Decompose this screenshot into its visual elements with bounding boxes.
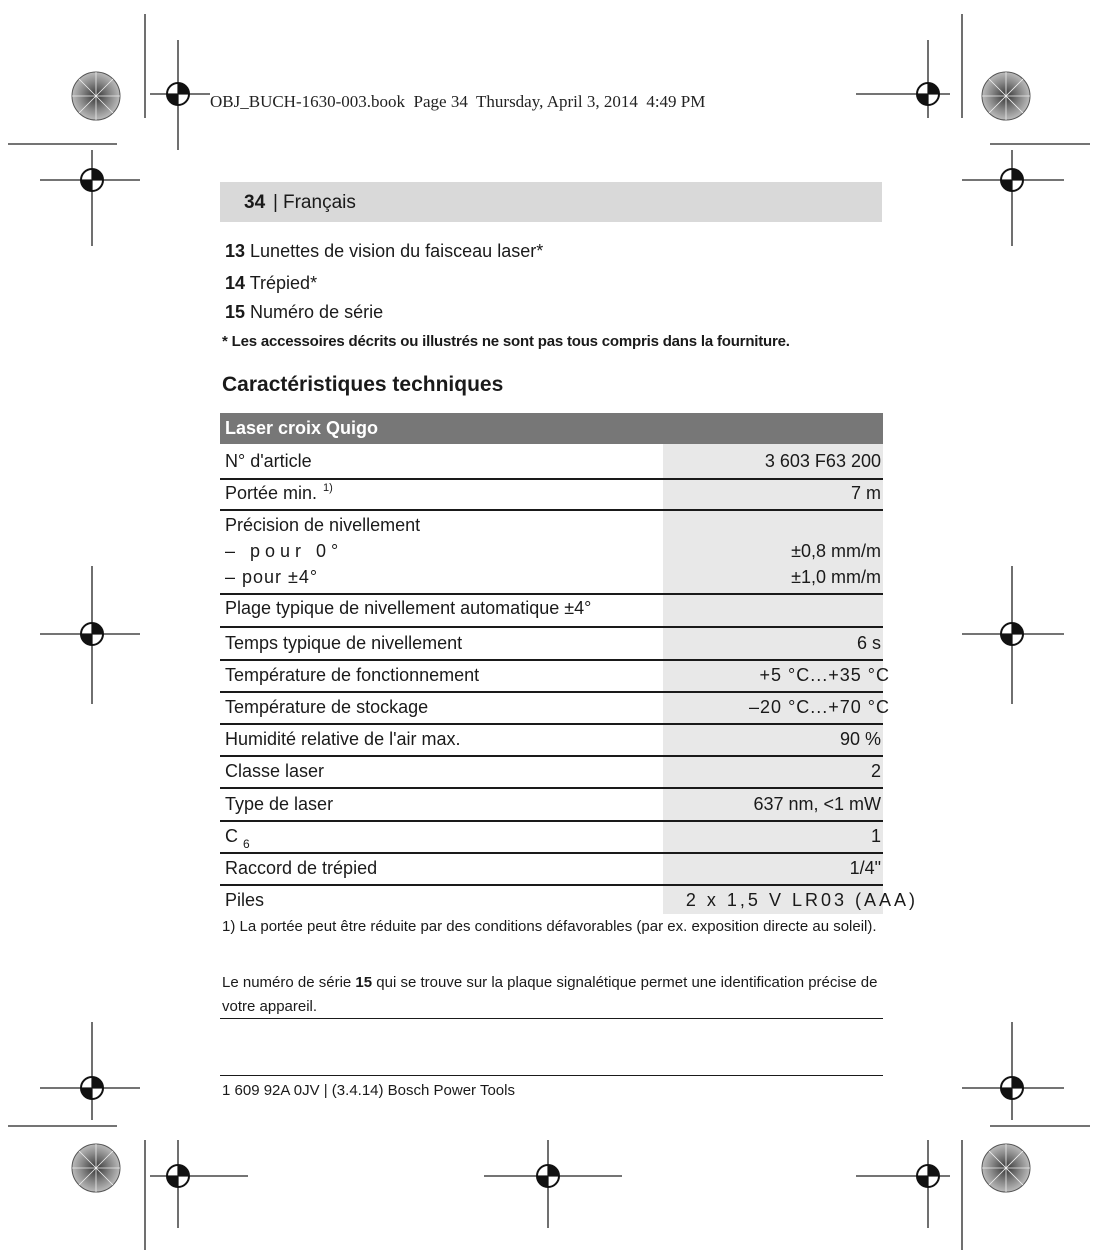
product-name: Laser croix Quigo: [225, 418, 379, 438]
page-language: Français: [283, 192, 356, 213]
c6-label-text: C: [225, 826, 238, 846]
spec-value-humidity: 90 %: [839, 729, 881, 749]
spec-value-article: 3 603 F63 200: [764, 451, 881, 471]
legend-text: Numéro de série: [245, 302, 384, 322]
spec-value-op-temp: +5 °C...+35 °C: [759, 665, 890, 685]
section-title: Caractéristiques techniques: [222, 373, 504, 396]
spec-label-level-time: Temps typique de nivellement: [225, 633, 463, 653]
spec-value-storage-temp: –20 °C...+70 °C: [749, 697, 890, 717]
row-divider: [220, 884, 883, 886]
range-label-text: Portée min.: [225, 483, 318, 503]
spec-label-article: N° d'article: [225, 451, 312, 471]
row-divider: [220, 478, 883, 480]
spec-label-laser-class: Classe laser: [225, 761, 325, 781]
row-divider: [220, 626, 883, 628]
spec-value-precision-0: ±0,8 mm/m: [791, 541, 881, 561]
row-divider: [220, 787, 883, 789]
row-divider: [220, 755, 883, 757]
spec-label-laser-type: Type de laser: [225, 794, 334, 814]
row-divider: [220, 593, 883, 595]
legend-number: 14: [225, 273, 246, 293]
row-divider: [220, 509, 883, 511]
legend-number: 15: [225, 302, 246, 322]
page-separator: |: [273, 192, 278, 213]
spec-label-c6: [225, 826, 250, 851]
row-divider: [220, 691, 883, 693]
spec-label-self-level-range: Plage typique de nivellement automatique ±4°: [225, 598, 592, 618]
spec-label-precision: Précision de nivellement: [225, 515, 421, 535]
spec-value-laser-type: 637 nm, <1 mW: [753, 794, 881, 814]
spec-label-range: [225, 483, 333, 504]
footnote-ref: 1): [323, 482, 333, 494]
spec-value-laser-class: 2: [870, 761, 881, 781]
spec-value-c6: 1: [870, 826, 881, 846]
accessory-note: * Les accessoires décrits ou illustrés ne sont pas tous compris dans la fourniture.: [222, 333, 790, 350]
footnote-1: 1) La portée peut être réduite par des conditions défavorables (par ex. exposition directe au soleil).: [222, 918, 877, 935]
serial-number-note: [222, 971, 882, 1019]
page-header-band: [220, 182, 882, 222]
legend-text: Lunettes de vision du faisceau laser*: [245, 241, 544, 261]
spec-value-tripod: 1/4": [849, 858, 881, 878]
spec-label-humidity: Humidité relative de l'air max.: [225, 729, 461, 749]
spec-value-level-time: 6 s: [856, 633, 881, 653]
serial-note-number: 15: [355, 974, 373, 991]
spec-value-range: 7 m: [850, 483, 881, 503]
serial-note-before: Le numéro de série: [222, 974, 356, 991]
spec-value-precision-4: ±1,0 mm/m: [791, 567, 881, 587]
spec-label-storage-temp: Température de stockage: [225, 697, 429, 717]
serial-note-after: qui se trouve sur la plaque signalétique permet une identification précise de votre appareil.: [222, 974, 878, 1015]
row-divider: [220, 723, 883, 725]
legend-number: 13: [225, 241, 246, 261]
page-number: 34: [244, 192, 266, 213]
spec-label-op-temp: Température de fonctionnement: [225, 665, 480, 685]
spec-value-batteries: 2 x 1,5 V LR03 (AAA): [685, 890, 918, 910]
row-divider: [220, 659, 883, 661]
row-divider: [220, 820, 883, 822]
spec-label-tripod: Raccord de trépied: [225, 858, 378, 878]
page-footer: 1 609 92A 0JV | (3.4.14) Bosch Power Tools: [222, 1082, 515, 1099]
legend-text: Trépied*: [245, 273, 318, 293]
footer-rule: [220, 1075, 883, 1076]
legend-item-15: [225, 302, 383, 323]
c6-subscript: 6: [243, 837, 250, 851]
content-end-rule: [220, 1018, 883, 1019]
legend-item-13: [225, 241, 543, 262]
row-divider: [220, 852, 883, 854]
spec-sub-precision-4: – pour ±4°: [225, 567, 319, 587]
spec-sub-precision-0: – pour 0°: [225, 541, 344, 561]
spec-label-batteries: Piles: [225, 890, 265, 910]
spec-table-header: [220, 413, 883, 444]
print-job-header: OBJ_BUCH-1630-003.book Page 34 Thursday, April 3, 2014 4:49 PM: [210, 92, 706, 111]
legend-item-14: [225, 273, 317, 294]
